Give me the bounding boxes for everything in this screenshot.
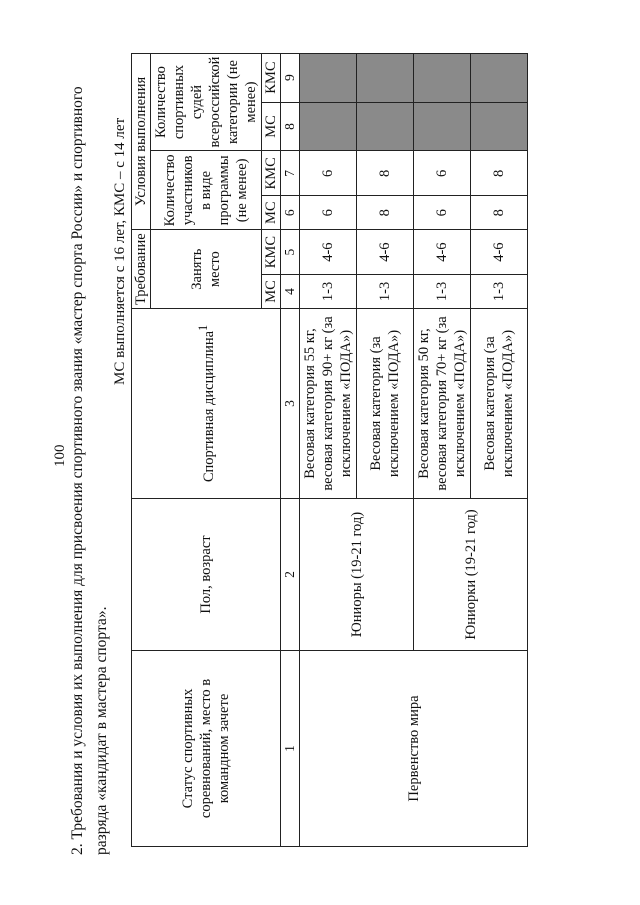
page-number: 100 xyxy=(52,444,68,467)
table-row xyxy=(300,53,357,846)
gender-age: Юниоры (19-21 год) xyxy=(300,499,414,651)
age-note: МС выполняется с 16 лет, КМС – с 14 лет xyxy=(112,117,128,385)
col-number: 5 xyxy=(281,230,300,275)
place-kms: 4-6 xyxy=(471,230,528,275)
section-heading xyxy=(66,45,114,855)
header-gender-age: Пол, возраст xyxy=(132,499,281,651)
participants-kms: 8 xyxy=(357,151,414,196)
discipline: Весовая категория (за исключением «ПОДА») xyxy=(357,309,414,499)
column-number-row xyxy=(281,53,300,846)
col-number: 1 xyxy=(281,651,300,847)
heading-line-1: 2. Требования и условия их выполнения для присвоения спортивного звания «мастер спорта России» и спортивного xyxy=(69,86,86,855)
place-kms: 4-6 xyxy=(357,230,414,275)
participants-kms: 8 xyxy=(471,151,528,196)
place-ms: 1-3 xyxy=(414,274,471,308)
header-ms: МС xyxy=(262,102,281,151)
judges-kms-shaded xyxy=(414,53,471,102)
participants-ms: 6 xyxy=(414,196,471,230)
judges-kms-shaded xyxy=(300,53,357,102)
place-ms: 1-3 xyxy=(471,274,528,308)
col-number: 7 xyxy=(281,151,300,196)
place-ms: 1-3 xyxy=(357,274,414,308)
col-number: 3 xyxy=(281,309,300,499)
header-ms: МС xyxy=(262,274,281,308)
heading-line-2: разряда «кандидат в мастера спорта». xyxy=(93,606,110,855)
col-number: 4 xyxy=(281,274,300,308)
header-participants: Количество участников в виде программы (не менее) xyxy=(151,151,262,230)
judges-kms-shaded xyxy=(471,53,528,102)
participants-ms: 6 xyxy=(300,196,357,230)
col-number: 6 xyxy=(281,196,300,230)
header-ms: МС xyxy=(262,196,281,230)
header-discipline xyxy=(132,309,281,499)
header-kms: КМС xyxy=(262,53,281,102)
header-take-place: Занять место xyxy=(151,230,262,309)
judges-ms-shaded xyxy=(300,102,357,151)
header-status: Статус спортивных соревнований, место в командном зачете xyxy=(132,651,281,847)
place-kms: 4-6 xyxy=(300,230,357,275)
discipline: Весовая категория 50 кг, весовая категория 70+ кг (за исключением «ПОДА») xyxy=(414,309,471,499)
col-number: 2 xyxy=(281,499,300,651)
header-judges: Количество спортивных судей всероссийской категории (не менее) xyxy=(151,53,262,151)
header-kms: КМС xyxy=(262,151,281,196)
requirements-table xyxy=(131,53,528,847)
col-number: 9 xyxy=(281,53,300,102)
judges-kms-shaded xyxy=(357,53,414,102)
header-discipline-label: Спортивная дисциплина xyxy=(200,330,217,483)
header-conditions: Условия выполнения xyxy=(132,53,151,230)
participants-ms: 8 xyxy=(357,196,414,230)
col-number: 8 xyxy=(281,102,300,151)
discipline: Весовая категория (за исключением «ПОДА») xyxy=(471,309,528,499)
judges-ms-shaded xyxy=(414,102,471,151)
discipline: Весовая категория 55 кг, весовая категория 90+ кг (за исключением «ПОДА») xyxy=(300,309,357,499)
header-kms: КМС xyxy=(262,230,281,275)
footnote-mark: 1 xyxy=(196,324,211,331)
place-ms: 1-3 xyxy=(300,274,357,308)
participants-ms: 8 xyxy=(471,196,528,230)
place-kms: 4-6 xyxy=(414,230,471,275)
competition-status: Первенство мира xyxy=(300,651,528,847)
judges-ms-shaded xyxy=(471,102,528,151)
participants-kms: 6 xyxy=(414,151,471,196)
participants-kms: 6 xyxy=(300,151,357,196)
judges-ms-shaded xyxy=(357,102,414,151)
gender-age: Юниорки (19-21 год) xyxy=(414,499,528,651)
header-requirement: Требование xyxy=(132,230,151,309)
